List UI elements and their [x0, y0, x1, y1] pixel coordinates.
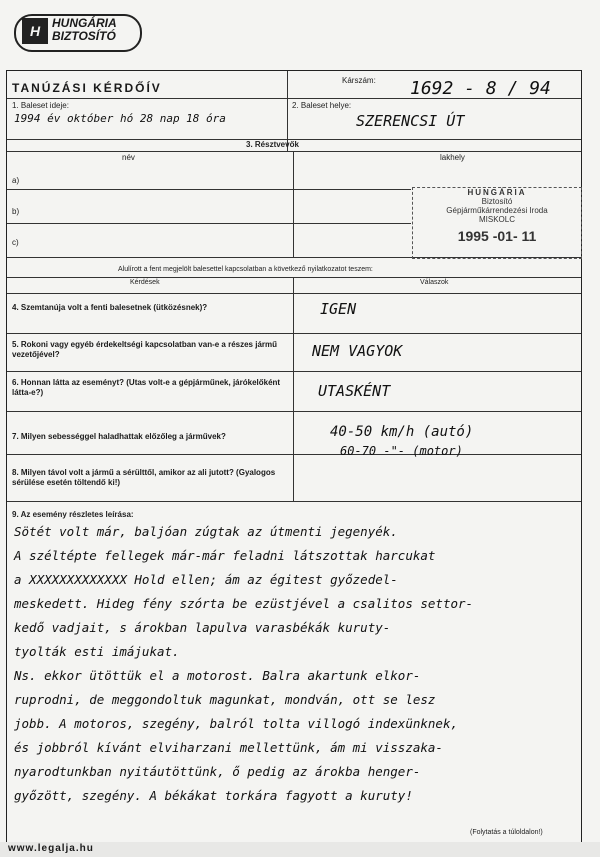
- description-line: jobb. A motoros, szegény, balról tolta villogó indexünknek,: [14, 716, 459, 731]
- stamp-line-4: MISKOLC: [478, 215, 515, 224]
- question-4: 4. Szemtanúja volt a fenti balesetnek (ütközésnek)?: [12, 303, 208, 312]
- question-7: 7. Milyen sebességgel haladhattak előzőleg a járművek?: [12, 432, 226, 441]
- description-line: Ns. ekkor ütöttük el a motorost. Balra akartunk elkor-: [14, 668, 421, 683]
- logo-mark: H: [22, 18, 48, 44]
- question-6: 6. Honnan látta az eseményt? (Utas volt-e a gépjárműnek, járókelőként látta-e?): [12, 378, 281, 397]
- accident-time-label: 1. Baleset ideje:: [12, 101, 69, 110]
- answer-7-line-1: 40-50 km/h (autó): [330, 424, 474, 440]
- section-3-title: 3. Résztvevők: [246, 140, 299, 149]
- description-line: Sötét volt már, baljóan zúgtak az útmenti jegenyék.: [14, 524, 398, 539]
- description-line: A széltépte fellegek már-már feladni látszottak harcukat: [14, 548, 436, 563]
- col-name: név: [122, 153, 135, 162]
- description-line: a XXXXXXXXXXXXX Hold ellen; ám az égitest győzedel-: [14, 572, 398, 587]
- form-title: TANÚZÁSI KÉRDŐÍV: [12, 81, 162, 95]
- stamp-line-3: Gépjárműkárrendezési Iroda: [446, 206, 548, 215]
- watermark-text: www.legalja.hu: [8, 843, 94, 854]
- footer-bar: [0, 842, 600, 857]
- description-line: győzött, szegény. A békákat torkára fagyott a kuruty!: [14, 788, 413, 803]
- stamp-line-2: Biztosító: [481, 197, 513, 206]
- stamp-date: 1995 -01- 11: [457, 228, 537, 244]
- answer-5: NEM VAGYOK: [312, 342, 403, 360]
- description-line: ruprodni, de meggondoltuk magunkat, mondván, ott se lesz: [14, 692, 436, 707]
- logo-line-1: HUNGÁRIA: [52, 16, 117, 30]
- karszam-value: 1692 - 8 / 94: [410, 78, 551, 99]
- description-line: nyarodtunkban nyitáutöttünk, ő pedig az árokba henger-: [14, 764, 421, 779]
- question-5: 5. Rokoni vagy egyéb érdekeltségi kapcsolatban van-e a részes jármű vezetőjével?: [12, 340, 278, 359]
- accident-place-label: 2. Baleset helye:: [292, 101, 352, 110]
- description-block: [14, 524, 580, 812]
- continuation-note: (Folytatás a túloldalon!): [470, 829, 543, 836]
- description-line: tyolták esti imájukat.: [14, 644, 180, 659]
- received-stamp: [412, 187, 582, 259]
- declaration-text: Alulírott a fent megjelölt balesettel kapcsolatban a következő nyilatkozatot teszem:: [118, 266, 373, 273]
- accident-time-value: 1994 év október hó 28 nap 18 óra: [14, 112, 226, 125]
- stamp-line-1: HUNGÁRIA: [467, 188, 527, 197]
- col-answers: Válaszok: [420, 279, 449, 286]
- karszam-label: Kárszám:: [342, 76, 376, 85]
- description-line: kedő vadjait, s árokban lapulva varasbékák kuruty-: [14, 620, 391, 635]
- answer-4: IGEN: [320, 300, 357, 318]
- col-address: lakhely: [440, 153, 465, 162]
- participant-row-c: c): [12, 238, 19, 247]
- description-line: meskedett. Hideg fény szórta be ezüstjével a csalitos settor-: [14, 596, 474, 611]
- accident-place-value: SZERENCSI ÚT: [356, 112, 465, 130]
- logo-line-2: BIZTOSÍTÓ: [52, 29, 116, 43]
- question-9-label: 9. Az esemény részletes leírása:: [12, 510, 134, 519]
- answer-6: UTASKÉNT: [318, 382, 391, 400]
- answer-7-line-2: 60-70 -"- (motor): [340, 444, 463, 458]
- participant-row-a: a): [12, 176, 20, 185]
- participant-row-b: b): [12, 207, 20, 216]
- logo-text: [52, 17, 136, 43]
- col-questions: Kérdések: [130, 279, 160, 286]
- description-line: és jobbról kívánt elviharzani mellettünk, ám mi visszaka-: [14, 740, 443, 755]
- question-8: 8. Milyen távol volt a jármű a sérülttől, amikor az ali jutott? (Gyalogos sérülése esetén töltendő ki!): [12, 468, 276, 487]
